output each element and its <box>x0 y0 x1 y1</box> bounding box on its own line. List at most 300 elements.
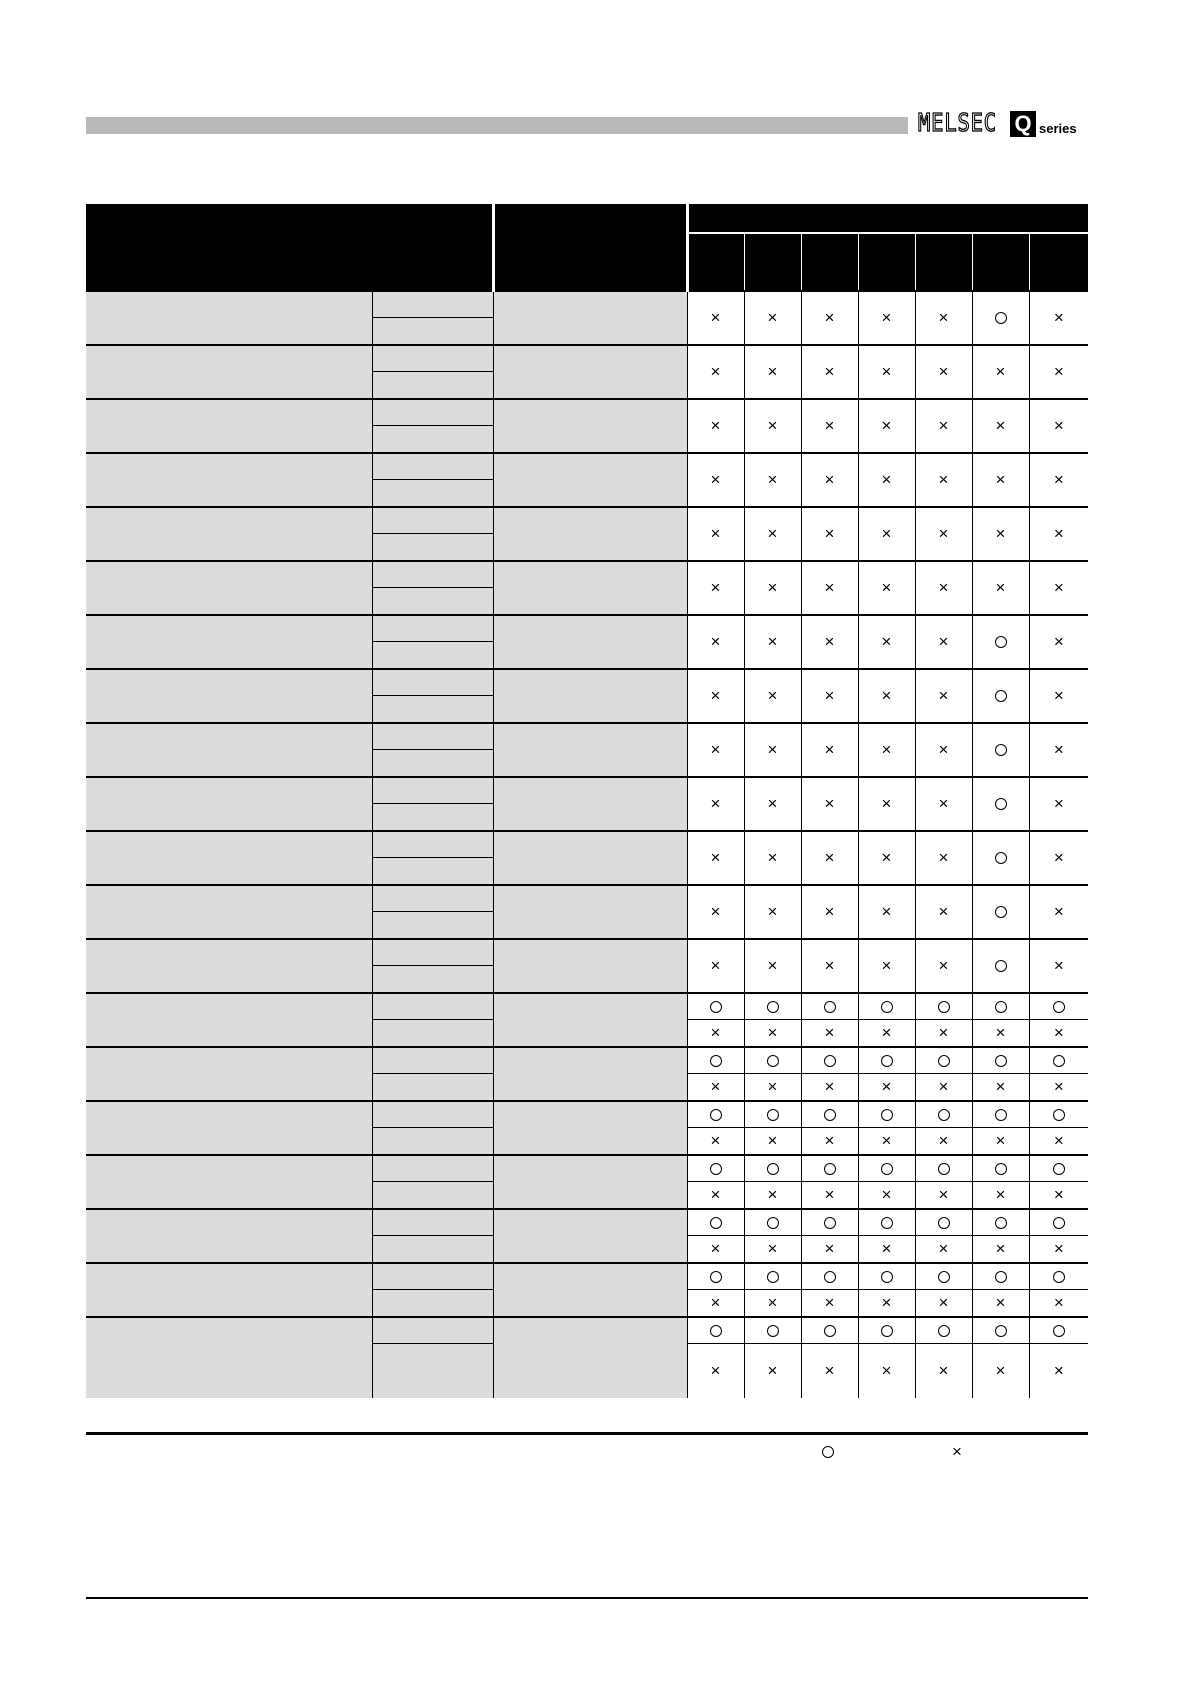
cross-icon: × <box>1053 794 1064 814</box>
cross-icon: × <box>881 956 892 976</box>
cross-icon: × <box>881 794 892 814</box>
sub-item-cell <box>372 669 493 696</box>
support-cell <box>972 1047 1029 1074</box>
cross-icon: × <box>1053 308 1064 328</box>
circle-icon <box>995 798 1007 810</box>
support-cell <box>972 723 1029 777</box>
support-cell <box>915 615 972 669</box>
table-row <box>86 1209 1088 1236</box>
cross-icon: × <box>824 956 835 976</box>
cross-icon: × <box>938 416 949 436</box>
support-cell <box>801 399 858 453</box>
cross-icon: × <box>881 1239 892 1259</box>
support-cell <box>801 1047 858 1074</box>
support-cell <box>801 993 858 1020</box>
cross-icon: × <box>710 524 721 544</box>
cross-icon: × <box>1053 362 1064 382</box>
circle-icon <box>881 1217 893 1229</box>
sub-item-cell <box>372 372 493 400</box>
circle-icon <box>822 1446 834 1458</box>
support-cell <box>687 1209 744 1236</box>
description-cell <box>493 615 687 669</box>
description-cell <box>493 993 687 1047</box>
support-cell <box>687 1101 744 1128</box>
cross-icon: × <box>1053 848 1064 868</box>
cross-icon: × <box>938 308 949 328</box>
support-cell <box>687 1317 744 1344</box>
cross-icon: × <box>767 1239 778 1259</box>
item-cell <box>86 669 372 723</box>
cross-icon: × <box>995 1361 1006 1381</box>
cross-icon: × <box>710 686 721 706</box>
support-cell <box>801 1128 858 1156</box>
support-cell <box>744 939 801 993</box>
cross-icon: × <box>881 632 892 652</box>
support-cell <box>687 1182 744 1210</box>
cross-icon: × <box>710 1361 721 1381</box>
cross-icon: × <box>767 956 778 976</box>
cross-icon: × <box>938 1361 949 1381</box>
cross-icon: × <box>767 1077 778 1097</box>
cross-icon: × <box>938 362 949 382</box>
cross-icon: × <box>710 470 721 490</box>
support-cell <box>801 507 858 561</box>
cross-icon: × <box>881 524 892 544</box>
support-cell <box>858 1128 915 1156</box>
support-cell <box>915 1020 972 1048</box>
cross-icon: × <box>995 362 1006 382</box>
support-cell <box>972 939 1029 993</box>
support-cell <box>744 507 801 561</box>
support-cell <box>801 1344 858 1399</box>
circle-icon <box>824 1271 836 1283</box>
circle-icon <box>1053 1001 1065 1013</box>
support-cell <box>687 1128 744 1156</box>
support-cell <box>801 669 858 723</box>
circle-icon <box>1053 1055 1065 1067</box>
circle-icon <box>995 690 1007 702</box>
support-cell <box>972 1209 1029 1236</box>
circle-icon <box>995 1109 1007 1121</box>
item-cell <box>86 615 372 669</box>
support-cell <box>915 723 972 777</box>
circle-icon <box>710 1271 722 1283</box>
cross-icon: × <box>824 794 835 814</box>
support-cell <box>858 1236 915 1264</box>
support-cell <box>858 1020 915 1048</box>
support-cell <box>687 993 744 1020</box>
cross-icon: × <box>824 1293 835 1313</box>
support-cell <box>744 669 801 723</box>
support-cell <box>801 1290 858 1318</box>
support-cell <box>744 831 801 885</box>
circle-icon <box>767 1217 779 1229</box>
circle-icon <box>710 1163 722 1175</box>
support-cell <box>858 507 915 561</box>
support-cell <box>858 939 915 993</box>
item-cell <box>86 345 372 399</box>
support-cell <box>687 831 744 885</box>
cross-icon: × <box>710 902 721 922</box>
cross-icon: × <box>824 1361 835 1381</box>
support-cell <box>972 1020 1029 1048</box>
cross-icon: × <box>995 1023 1006 1043</box>
support-cell <box>858 561 915 615</box>
sub-item-cell <box>372 912 493 940</box>
cross-icon: × <box>710 1185 721 1205</box>
support-cell <box>915 507 972 561</box>
sub-item-cell <box>372 1263 493 1290</box>
cross-icon: × <box>767 1293 778 1313</box>
item-cell <box>86 1101 372 1155</box>
support-cell <box>744 777 801 831</box>
cross-icon: × <box>767 1023 778 1043</box>
description-cell <box>493 345 687 399</box>
support-cell <box>801 1236 858 1264</box>
support-cell <box>687 1047 744 1074</box>
cross-icon: × <box>767 1131 778 1151</box>
support-cell <box>687 777 744 831</box>
cross-icon: × <box>710 362 721 382</box>
support-cell <box>744 453 801 507</box>
support-cell <box>972 615 1029 669</box>
sub-item-cell <box>372 345 493 372</box>
sub-item-cell <box>372 507 493 534</box>
cross-icon: × <box>824 578 835 598</box>
sub-item-cell <box>372 561 493 588</box>
item-cell <box>86 399 372 453</box>
circle-icon <box>1053 1325 1065 1337</box>
support-cell <box>915 939 972 993</box>
model-column-header <box>972 233 1029 291</box>
cross-icon: × <box>1053 1077 1064 1097</box>
support-cell <box>1029 885 1088 939</box>
support-cell <box>915 993 972 1020</box>
table-row <box>86 1047 1088 1074</box>
cross-icon: × <box>824 1185 835 1205</box>
support-cell <box>915 1155 972 1182</box>
logo-q-badge: Q <box>1010 111 1036 137</box>
circle-icon <box>1053 1109 1065 1121</box>
sub-item-cell <box>372 993 493 1020</box>
sub-item-cell <box>372 642 493 670</box>
table-row <box>86 777 1088 804</box>
cross-icon: × <box>710 740 721 760</box>
circle-icon <box>767 1163 779 1175</box>
cross-icon: × <box>881 1077 892 1097</box>
cross-icon: × <box>710 1077 721 1097</box>
support-cell <box>858 615 915 669</box>
cross-icon: × <box>995 578 1006 598</box>
sub-item-cell <box>372 1047 493 1074</box>
cross-icon: × <box>881 470 892 490</box>
cross-icon: × <box>938 686 949 706</box>
model-column-header <box>744 233 801 291</box>
cross-icon: × <box>1053 902 1064 922</box>
model-column-header <box>858 233 915 291</box>
legend-circle <box>822 1443 834 1461</box>
cross-icon: × <box>881 1023 892 1043</box>
cross-icon: × <box>824 308 835 328</box>
cross-icon: × <box>767 902 778 922</box>
sub-item-cell <box>372 858 493 886</box>
support-cell <box>858 1317 915 1344</box>
cross-icon: × <box>995 1239 1006 1259</box>
support-cell <box>972 777 1029 831</box>
support-cell <box>915 777 972 831</box>
cross-icon: × <box>767 416 778 436</box>
cross-icon: × <box>767 470 778 490</box>
circle-icon <box>767 1109 779 1121</box>
cross-icon: × <box>938 1293 949 1313</box>
support-cell <box>801 1263 858 1290</box>
cross-icon: × <box>938 524 949 544</box>
cross-icon: × <box>1053 1185 1064 1205</box>
cross-icon: × <box>881 416 892 436</box>
circle-icon <box>710 1217 722 1229</box>
support-cell <box>858 1263 915 1290</box>
circle-icon <box>995 852 1007 864</box>
support-cell <box>744 1290 801 1318</box>
support-cell <box>972 561 1029 615</box>
table-row <box>86 723 1088 750</box>
support-cell <box>1029 777 1088 831</box>
support-cell <box>744 1047 801 1074</box>
support-cell <box>687 1074 744 1102</box>
cross-icon: × <box>938 578 949 598</box>
cross-icon: × <box>824 524 835 544</box>
support-cell <box>687 723 744 777</box>
cross-icon: × <box>1053 1131 1064 1151</box>
support-cell <box>687 1020 744 1048</box>
table-row <box>86 669 1088 696</box>
support-cell <box>687 453 744 507</box>
cross-icon: × <box>710 1131 721 1151</box>
support-cell <box>915 1182 972 1210</box>
support-cell <box>744 561 801 615</box>
description-cell <box>493 1047 687 1101</box>
cross-icon: × <box>824 848 835 868</box>
description-cell <box>493 1155 687 1209</box>
support-cell <box>1029 1236 1088 1264</box>
support-cell <box>801 885 858 939</box>
cross-icon: × <box>710 848 721 868</box>
cross-icon: × <box>1053 956 1064 976</box>
support-cell <box>801 561 858 615</box>
circle-icon <box>881 1163 893 1175</box>
description-cell <box>493 723 687 777</box>
cross-icon: × <box>1053 524 1064 544</box>
support-cell <box>915 345 972 399</box>
circle-icon <box>881 1109 893 1121</box>
item-cell <box>86 939 372 993</box>
sub-item-cell <box>372 1155 493 1182</box>
circle-icon <box>995 1217 1007 1229</box>
cross-icon: × <box>881 902 892 922</box>
cross-icon: × <box>881 1131 892 1151</box>
cross-icon: × <box>824 1239 835 1259</box>
cross-icon: × <box>824 632 835 652</box>
support-cell <box>972 1317 1029 1344</box>
item-cell <box>86 1263 372 1317</box>
support-cell <box>858 1047 915 1074</box>
support-cell <box>1029 615 1088 669</box>
sub-item-cell <box>372 804 493 832</box>
cross-icon: × <box>824 902 835 922</box>
circle-icon <box>881 1001 893 1013</box>
support-cell <box>1029 399 1088 453</box>
cross-icon: × <box>938 740 949 760</box>
item-cell <box>86 831 372 885</box>
cross-icon: × <box>824 362 835 382</box>
cross-icon: × <box>824 416 835 436</box>
support-cell <box>858 777 915 831</box>
cross-icon: × <box>938 1131 949 1151</box>
circle-icon <box>824 1325 836 1337</box>
description-cell <box>493 1101 687 1155</box>
legend-cross <box>952 1443 962 1461</box>
support-cell <box>1029 831 1088 885</box>
cross-icon: × <box>938 902 949 922</box>
sub-item-cell <box>372 831 493 858</box>
sub-item-cell <box>372 1344 493 1399</box>
support-cell <box>1029 1209 1088 1236</box>
table-row <box>86 399 1088 426</box>
circle-icon <box>995 636 1007 648</box>
support-cell <box>972 1182 1029 1210</box>
description-cell <box>493 399 687 453</box>
support-cell <box>972 885 1029 939</box>
cross-icon: × <box>938 470 949 490</box>
support-cell <box>801 1020 858 1048</box>
support-cell <box>687 1236 744 1264</box>
circle-icon <box>1053 1217 1065 1229</box>
support-cell <box>744 1236 801 1264</box>
table-row <box>86 291 1088 318</box>
description-cell <box>493 1209 687 1263</box>
support-cell <box>972 831 1029 885</box>
circle-icon <box>1053 1271 1065 1283</box>
support-cell <box>972 1236 1029 1264</box>
item-cell <box>86 561 372 615</box>
cross-icon: × <box>767 524 778 544</box>
cross-icon: × <box>710 1239 721 1259</box>
circle-icon <box>995 960 1007 972</box>
sub-item-cell <box>372 1317 493 1344</box>
footer-rule <box>86 1597 1088 1599</box>
circle-icon <box>938 1217 950 1229</box>
cross-icon: × <box>938 794 949 814</box>
header-item-column <box>86 204 493 291</box>
support-cell <box>1029 561 1088 615</box>
cross-icon: × <box>824 1023 835 1043</box>
support-cell <box>972 1101 1029 1128</box>
cross-icon: × <box>710 578 721 598</box>
cross-icon: × <box>881 686 892 706</box>
table-row <box>86 345 1088 372</box>
support-cell <box>744 1209 801 1236</box>
table-row <box>86 993 1088 1020</box>
header-description-column <box>493 204 687 291</box>
description-cell <box>493 1263 687 1317</box>
support-cell <box>972 993 1029 1020</box>
support-cell <box>915 1317 972 1344</box>
support-cell <box>915 1101 972 1128</box>
support-cell <box>858 723 915 777</box>
cross-icon: × <box>881 1185 892 1205</box>
support-cell <box>915 561 972 615</box>
support-cell <box>915 831 972 885</box>
table-row <box>86 831 1088 858</box>
model-column-header <box>801 233 858 291</box>
cross-icon: × <box>1053 740 1064 760</box>
circle-icon <box>1053 1163 1065 1175</box>
support-cell <box>744 1263 801 1290</box>
cross-icon: × <box>995 1185 1006 1205</box>
sub-item-cell <box>372 696 493 724</box>
cross-icon: × <box>1053 578 1064 598</box>
sub-item-cell <box>372 1182 493 1210</box>
support-cell <box>858 1344 915 1399</box>
sub-item-cell <box>372 615 493 642</box>
cross-icon: × <box>881 1361 892 1381</box>
cross-icon: × <box>710 1293 721 1313</box>
description-cell <box>493 1317 687 1398</box>
sub-item-cell <box>372 885 493 912</box>
support-cell <box>687 1263 744 1290</box>
sub-item-cell <box>372 534 493 562</box>
circle-icon <box>767 1325 779 1337</box>
cross-icon: × <box>995 1131 1006 1151</box>
cross-icon: × <box>881 578 892 598</box>
support-cell <box>687 939 744 993</box>
sub-item-cell <box>372 399 493 426</box>
support-cell <box>744 1020 801 1048</box>
cross-icon: × <box>1053 470 1064 490</box>
support-cell <box>858 1290 915 1318</box>
cross-icon: × <box>767 362 778 382</box>
cross-icon: × <box>767 308 778 328</box>
support-cell <box>915 1344 972 1399</box>
circle-icon <box>938 1163 950 1175</box>
support-cell <box>1029 291 1088 345</box>
support-cell <box>801 1209 858 1236</box>
sub-item-cell <box>372 1290 493 1318</box>
item-cell <box>86 1209 372 1263</box>
cross-icon: × <box>938 632 949 652</box>
cross-icon: × <box>1053 1361 1064 1381</box>
support-cell <box>801 1074 858 1102</box>
table-row <box>86 1155 1088 1182</box>
sub-item-cell <box>372 723 493 750</box>
circle-icon <box>881 1055 893 1067</box>
support-cell <box>687 507 744 561</box>
cross-icon: × <box>995 1077 1006 1097</box>
support-cell <box>1029 1155 1088 1182</box>
support-cell <box>744 1074 801 1102</box>
support-cell <box>1029 1128 1088 1156</box>
circle-icon <box>995 1001 1007 1013</box>
support-cell <box>915 291 972 345</box>
support-cell <box>801 1155 858 1182</box>
sub-item-cell <box>372 1236 493 1264</box>
cross-icon: × <box>995 470 1006 490</box>
circle-icon <box>710 1001 722 1013</box>
circle-icon <box>995 312 1007 324</box>
header-model-group <box>687 204 1088 233</box>
support-cell <box>972 291 1029 345</box>
support-cell <box>915 669 972 723</box>
